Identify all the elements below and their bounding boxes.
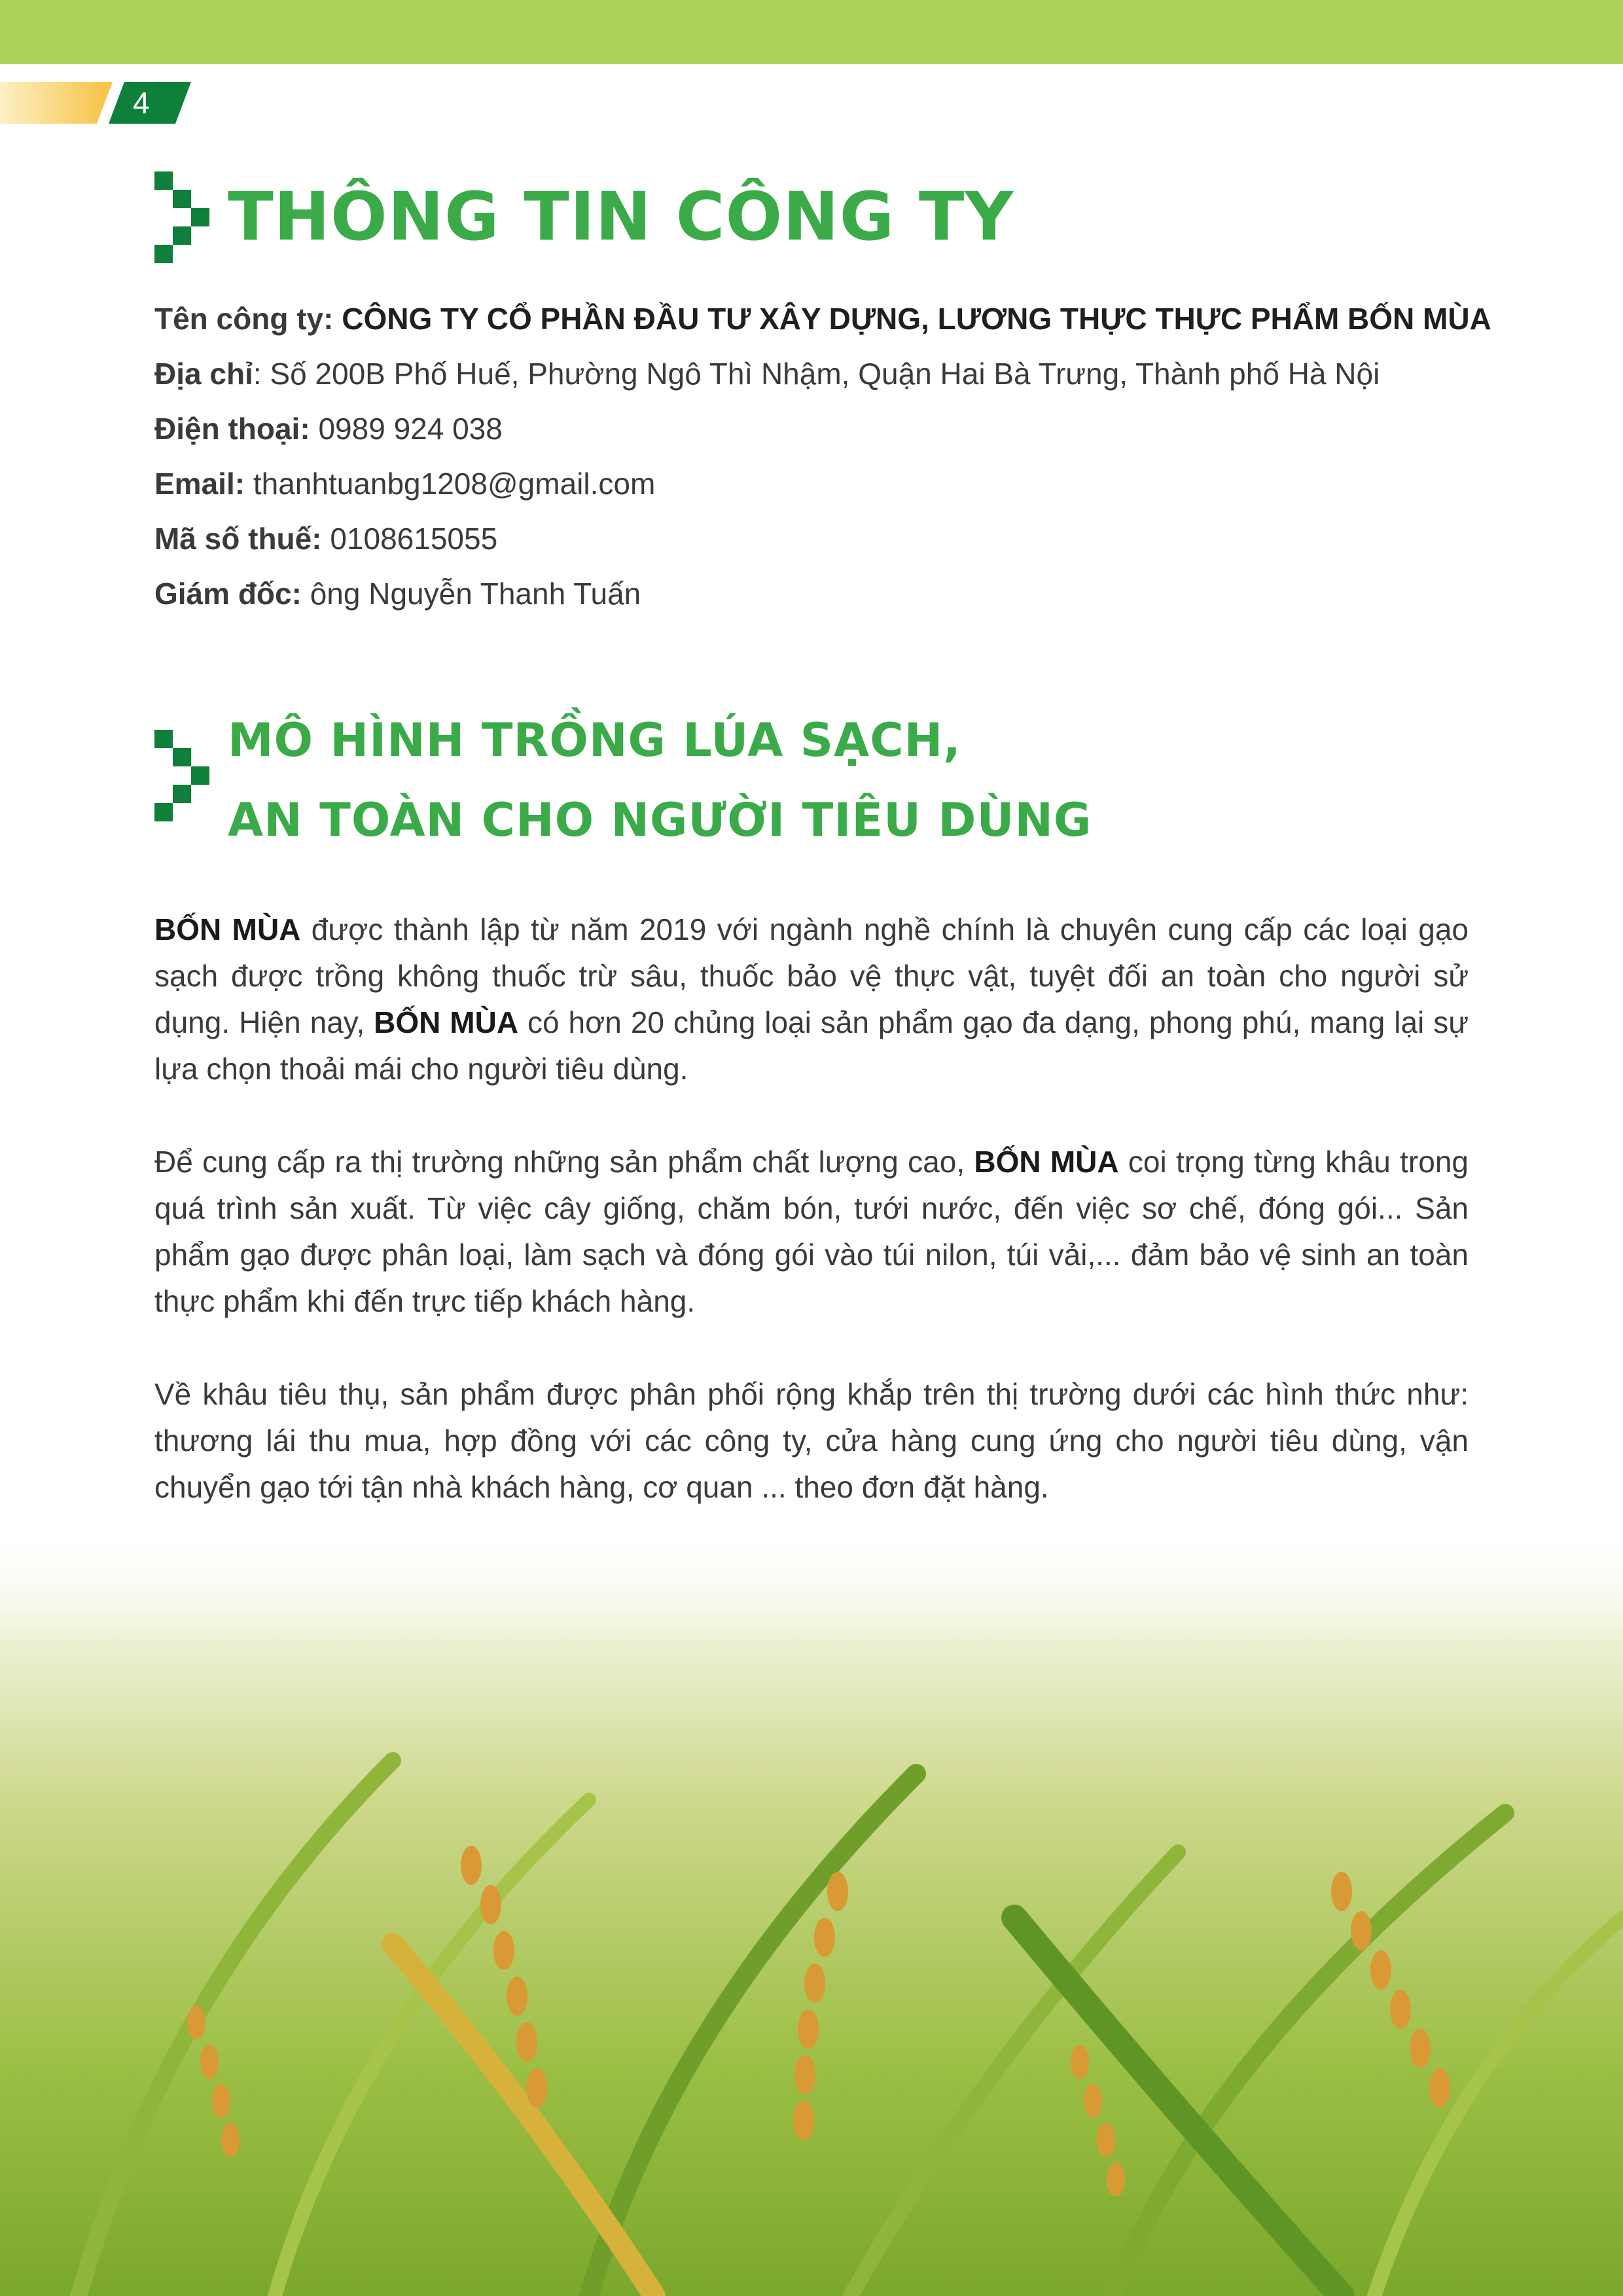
paragraph-text: coi trọng từng khâu trong quá trình sản xuất. Từ việc cây giống, chăm bón, tưới nước, đến việc sơ chế, đóng gói... Sản phẩm gạo được phân loại, làm sạch và đóng gói vào túi nilon, túi vải,... đảm bảo vệ sinh an toàn thực phẩm khi đến trực tiếp khách hàng. [154, 1145, 1469, 1318]
director-value: ông Nguyễn Thanh Tuấn [301, 577, 641, 611]
address-value: : Số 200B Phố Huế, Phường Ngô Thì Nhậm, Quận Hai Bà Trưng, Thành phố Hà Nội [253, 357, 1380, 391]
address-row [154, 346, 1483, 401]
email-row [154, 456, 1483, 511]
page-number-tab [0, 82, 193, 124]
phone-row [154, 401, 1483, 456]
top-banner-bar [0, 0, 1623, 64]
email-value: thanhtuanbg1208@gmail.com [245, 467, 656, 501]
page-number: 4 [133, 86, 150, 120]
tax-code-value: 0108615055 [321, 522, 498, 556]
brand-name: BỐN MÙA [154, 912, 301, 946]
company-name-row [154, 291, 1491, 346]
director-row [154, 566, 1483, 621]
email-label: Email: [154, 467, 245, 501]
rice-model-title-line1: MÔ HÌNH TRỒNG LÚA SẠCH, [228, 713, 961, 767]
phone-value: 0989 924 038 [310, 412, 503, 446]
rice-model-title [228, 700, 1092, 860]
tax-code-row [154, 511, 1483, 566]
paragraph-text: có hơn 20 chủng loại sản phẩm gạo đa dạng, phong phú, mang lại sự lựa chọn thoải mái cho người tiêu dùng. [154, 1005, 1469, 1086]
brand-name: BỐN MÙA [974, 1145, 1119, 1179]
company-name-label: Tên công ty: [154, 302, 334, 336]
paragraph-1 [154, 906, 1469, 1092]
paragraph-text: Để cung cấp ra thị trường những sản phẩm chất lượng cao, [154, 1145, 974, 1179]
paragraph-2 [154, 1139, 1469, 1325]
phone-label: Điện thoại: [154, 412, 310, 446]
company-info-list [154, 291, 1491, 621]
chevron-blocks-icon [154, 171, 209, 263]
company-name-value: CÔNG TY CỔ PHẦN ĐẦU TƯ XÂY DỰNG, LƯƠNG THỰC THỰC PHẨM BỐN MÙA [342, 302, 1491, 336]
paragraph-text: được thành lập từ năm 2019 với ngành nghề chính là chuyên cung cấp các loại gạo sạch được trồng không thuốc trừ sâu, thuốc bảo vệ thực vật, tuyệt đối an toàn cho người sử dụng. Hiện nay, [154, 912, 1469, 1039]
chevron-blocks-icon [154, 730, 209, 821]
director-label: Giám đốc: [154, 577, 302, 611]
rice-model-body [154, 906, 1469, 1557]
brand-name: BỐN MÙA [374, 1005, 519, 1039]
address-label: Địa chỉ [154, 357, 253, 391]
rice-model-title-line2: AN TOÀN CHO NGƯỜI TIÊU DÙNG [228, 793, 1092, 847]
tax-code-label: Mã số thuế: [154, 522, 322, 556]
company-info-title: THÔNG TIN CÔNG TY [228, 178, 1014, 256]
paragraph-3: Về khâu tiêu thụ, sản phẩm được phân phối rộng khắp trên thị trường dưới các hình thức như: thương lái thu mua, hợp đồng với các công ty, cửa hàng cung ứng cho người tiêu dùng, vận chuyển gạo tới tận nhà khách hàng, cơ quan ... theo đơn đặt hàng. [154, 1377, 1469, 1504]
rice-field-image [0, 1525, 1623, 2296]
